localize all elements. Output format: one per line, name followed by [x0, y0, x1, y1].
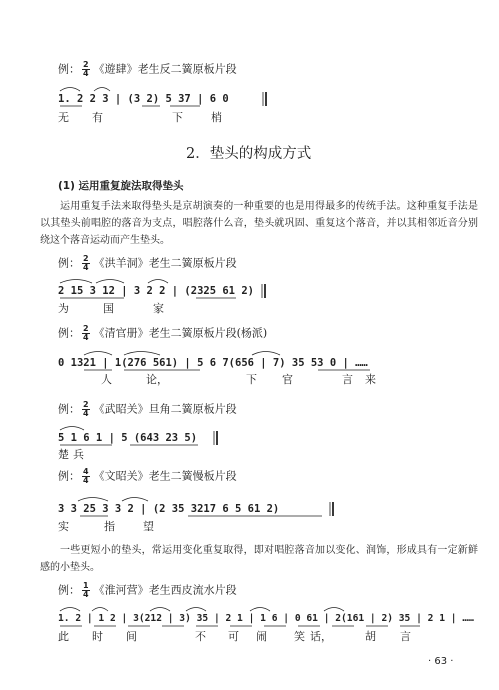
lyric-6-3: 间 — [126, 630, 137, 643]
lyric-6-5: 可 — [228, 630, 239, 643]
notation-line-2: 2 15 3 12 | 3 2 2 | (2325 61 2) — [58, 285, 254, 297]
notation-line-6: 1. 2 | 1 2 | 3(212 | 3) 35 | 2 1 | 1 6 | 0 61 | 2(161 | 2) 35 | 2 1 | …… — [58, 613, 474, 624]
lyric-6-9: 胡 — [365, 630, 376, 643]
lyric-4-1: 楚 — [58, 448, 69, 461]
slur-mark — [92, 608, 108, 612]
slur-mark — [96, 280, 124, 284]
example-prefix: 例： — [58, 256, 80, 270]
example-prefix: 例： — [58, 326, 80, 340]
example-prefix: 例： — [58, 583, 80, 597]
lyric-3-2: 论， — [146, 373, 168, 386]
example-title: 《武昭关》旦角二簧原板片段 — [93, 402, 237, 416]
lyric-1-4: 梢 — [211, 111, 222, 124]
notation-line-3: 0 1321 | 1(276 561) | 5 6 7(656 | 7) 35 53 0 | …… — [58, 357, 368, 369]
lyric-6-1: 此 — [58, 630, 69, 643]
lyric-6-6: 闹 — [256, 630, 267, 643]
lyric-3-1: 人 — [101, 373, 112, 386]
lyric-5-1: 实 — [58, 520, 69, 533]
lyric-3-5: 言 — [342, 373, 353, 386]
example-title: 《文昭关》老生二簧慢板片段 — [93, 469, 237, 483]
time-signature: $\frac{2}{4}$ — [83, 324, 89, 342]
slur-mark — [60, 88, 80, 92]
lyric-1-1: 无 — [58, 111, 69, 124]
lyric-6-10: 言 — [400, 630, 411, 643]
section-title: 2．垫头的构成方式 — [186, 146, 312, 162]
lyric-2-2: 国 — [103, 302, 114, 315]
example-title: 《遊肆》老生反二簧原板片段 — [93, 62, 237, 76]
slur-mark — [60, 280, 92, 284]
lyric-1-2: 有 — [92, 111, 103, 124]
example-title: 《淮河营》老生西皮流水片段 — [93, 583, 237, 597]
slur-mark — [324, 608, 344, 612]
time-signature: $\frac{2}{4}$ — [83, 400, 89, 418]
lyric-6-2: 时 — [92, 630, 103, 643]
lyric-5-2: 指 — [104, 520, 115, 533]
lyric-3-3: 下 — [246, 373, 257, 386]
notation-line-1: 1. 2 2 3 | (3 2) 5 37 | 6 0 — [58, 93, 229, 105]
lyric-2-1: 为 — [58, 302, 69, 315]
lyric-6-7: 笑 — [294, 630, 305, 643]
lyric-6-8: 话， — [310, 630, 332, 643]
slur-mark — [94, 88, 110, 92]
slur-mark — [250, 608, 270, 612]
time-signature: $\frac{4}{4}$ — [83, 467, 89, 485]
lyric-1-3: 下 — [172, 111, 183, 124]
slur-mark — [122, 498, 148, 502]
lyric-5-3: 望 — [143, 520, 154, 533]
slur-mark — [150, 608, 170, 612]
time-signature: $\frac{2}{4}$ — [83, 60, 89, 78]
example-title: 《洪羊洞》老生二簧原板片段 — [93, 256, 237, 270]
time-signature: $\frac{2}{4}$ — [83, 254, 89, 272]
lyric-6-4: 不 — [195, 630, 206, 643]
slur-mark — [60, 608, 80, 612]
time-signature: $\frac{1}{4}$ — [83, 581, 89, 599]
example-prefix: 例： — [58, 402, 80, 416]
lyric-2-3: 家 — [153, 302, 164, 315]
notation-line-5: 3 3 25 3 3 2 | (2 35 3217 6 5 61 2) — [58, 503, 280, 515]
slur-mark — [84, 352, 112, 356]
paragraph-1: 运用重复手法来取得垫头是京胡演奏的一种重要的也是用得最多的传统手法。这种重复手法是以其垫头前唱腔的落音为支点，唱腔落什么音，垫头就巩固、重复这个落音，并以其相邻近音分别绕这个落音运动而产生垫头。 — [40, 201, 478, 246]
example-prefix: 例： — [58, 469, 80, 483]
slur-mark — [252, 352, 280, 356]
lyric-4-2: 兵 — [73, 448, 84, 461]
slur-mark — [78, 498, 108, 502]
lyric-3-4: 官 — [282, 373, 293, 386]
sub-heading: (1) 运用重复旋法取得垫头 — [58, 180, 184, 192]
slur-mark — [124, 352, 160, 356]
page-number: · 63 · — [428, 656, 454, 667]
lyric-3-6: 来 — [365, 373, 376, 386]
example-prefix: 例： — [58, 62, 80, 76]
example-title: 《清官册》老生二簧原板片段(杨派) — [93, 326, 268, 340]
paragraph-2: 一些更短小的垫头，常运用变化重复取得，即对唱腔落音加以变化、润饰，形成具有一定新鲜感的小垫头。 — [40, 545, 478, 573]
slur-mark — [148, 280, 168, 284]
notation-line-4: 5 1 6 1 | 5 (643 23 5) — [58, 432, 198, 444]
slur-mark — [186, 608, 206, 612]
slur-mark — [60, 427, 84, 431]
